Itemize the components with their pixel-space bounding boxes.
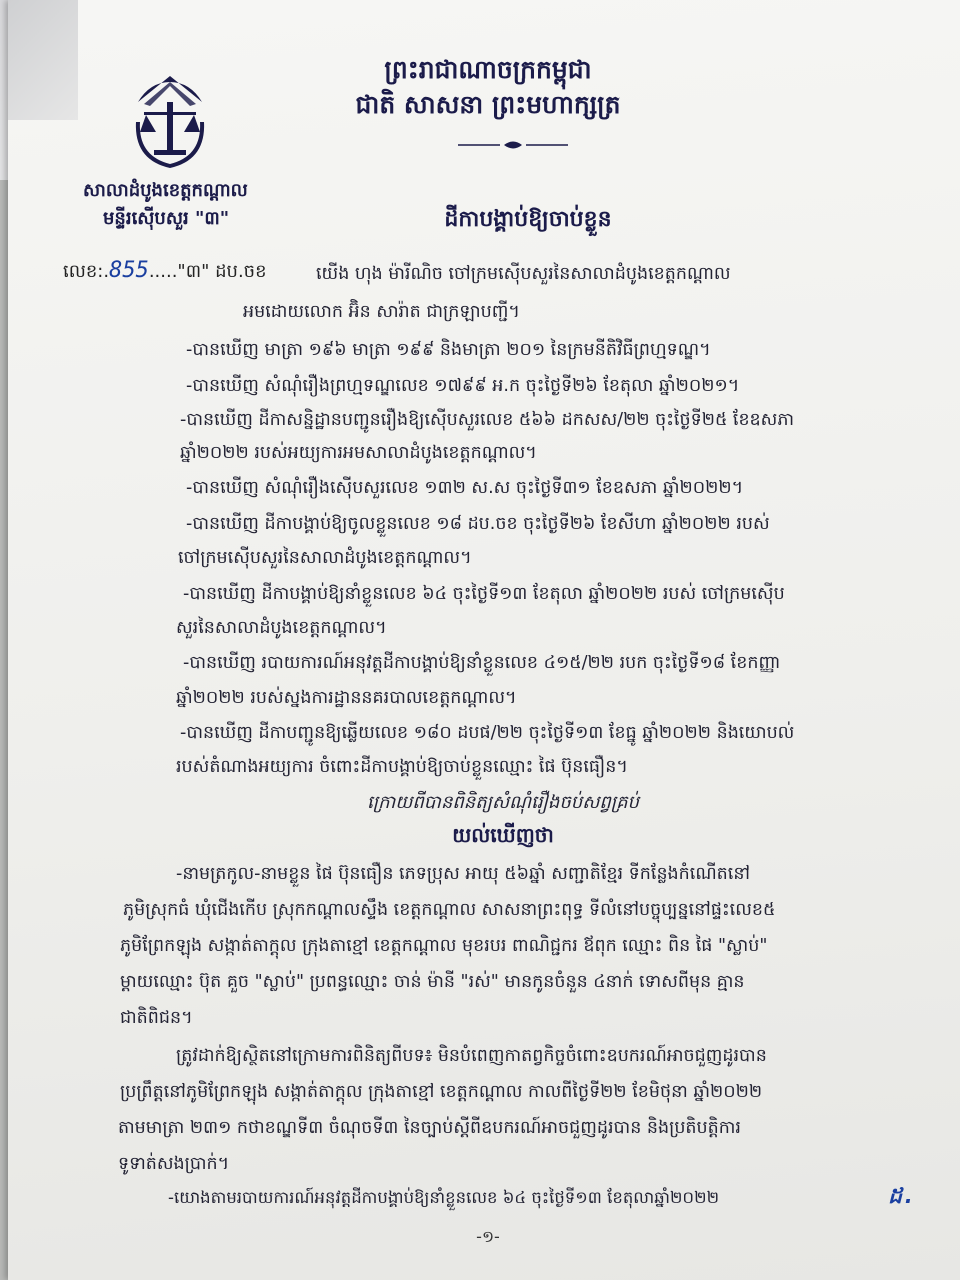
court-emblem-icon xyxy=(130,72,210,172)
body-line: ប្រព្រឹត្តនៅភូមិព្រែកឡុង សង្កាត់តាក្ដុល ក្រុងតាខ្មៅ ខេត្តកណ្ដាល កាលពីថ្ងៃទី២២ ខែមិថុនា ឆ្នាំ២០២២ xyxy=(120,1082,763,1102)
national-motto: ជាតិ សាសនា ព្រះមហាក្សត្រ xyxy=(355,90,621,119)
document-title: ដីកាបង្គាប់ឱ្យចាប់ខ្លួន xyxy=(444,207,612,232)
consideration-line: -បានឃើញ ដីកាបញ្ជូនឱ្យឆ្លើយលេខ ១៨០ ដបផ/២២ ចុះថ្ងៃទី១៣ ខែធ្នូ ឆ្នាំ២០២២ និងយោបល់ xyxy=(180,723,795,743)
consideration-line: -បានឃើញ ដីកាបង្គាប់ឱ្យនាំខ្លួនលេខ ៦៤ ចុះថ្ងៃទី១៣ ខែតុលា ឆ្នាំ២០២២ របស់ ចៅក្រមស៊ើប xyxy=(183,584,785,604)
consideration-line: ឆ្នាំ២០២២ របស់អយ្យការអមសាលាដំបូងខេត្តកណ្ដាល។ xyxy=(180,443,537,463)
reference-number xyxy=(63,258,267,286)
intro-line: អមដោយលោក អ៊ិន សារ៉ាត ជាក្រឡាបញ្ជី។ xyxy=(243,302,520,322)
consideration-line: ចៅក្រមស៊ើបសួរនៃសាលាដំបូងខេត្តកណ្ដាល។ xyxy=(178,548,472,568)
body-line: -នាមត្រកូល-នាមខ្លួន ផៃ ប៊ុនធឿន ភេទប្រុស អាយុ ៥៦ឆ្នាំ សញ្ជាតិខ្មែរ ទីកន្លែងកំណើតនៅ xyxy=(176,864,751,884)
reference-prefix: លេខ:. xyxy=(63,261,110,282)
body-line: ភូមិស្រុកធំ ឃុំជើងកើប ស្រុកកណ្ដាលស្ទឹង ខេត្តកណ្ដាល សាសនាព្រះពុទ្ធ ទីលំនៅបច្ចុប្បន្ននៅផ្ទះលេខ៥ xyxy=(123,900,776,920)
consideration-line: -បានឃើញ ដីកាបង្គាប់ឱ្យចូលខ្លួនលេខ ១៨ ដប.ចខ ចុះថ្ងៃទី២៦ ខែសីហា ឆ្នាំ២០២២ របស់ xyxy=(186,514,770,534)
body-line: ភូមិព្រែកឡុង សង្កាត់តាក្ដុល ក្រុងតាខ្មៅ ខេត្តកណ្ដាល មុខរបរ ពាណិជ្ជករ ឪពុក ឈ្មោះ ពិន ផៃ "ស្លាប់" xyxy=(120,936,768,956)
body-line: ជាតិពិជន។ xyxy=(120,1008,193,1028)
court-name: សាលាដំបូងខេត្តកណ្ដាល xyxy=(83,180,248,201)
consideration-line: -បានឃើញ សំណុំរឿងស៊ើបសួរលេខ ១៣២ ស.ស ចុះថ្ងៃទី៣១ ខែឧសភា ឆ្នាំ២០២២។ xyxy=(186,478,744,498)
handwritten-end-mark: ដ. xyxy=(888,1184,916,1209)
body-line: ទូទាត់សងប្រាក់។ xyxy=(118,1154,230,1174)
kingdom-header: ព្រះរាជាណាចក្រកម្ពុជា xyxy=(384,55,592,84)
consideration-line: -បានឃើញ របាយការណ៍អនុវត្តដីកាបង្គាប់ឱ្យនាំខ្លួនលេខ ៤១៥/២២ របក ចុះថ្ងៃទី១៨ ខែកញ្ញា xyxy=(183,653,781,673)
body-line: ម្ដាយឈ្មោះ ប៊ុត គួច "ស្លាប់" ប្រពន្ធឈ្មោះ ចាន់ ម៉ានី "រស់" មានកូនចំនួន ៤នាក់ ទោសពីមុន គ្មាន xyxy=(120,972,745,992)
consideration-line: -បានឃើញ មាត្រា ១៩៦ មាត្រា ១៩៩ និងមាត្រា ២០១ នៃក្រមនីតិវិធីព្រហ្មទណ្ឌ។ xyxy=(186,340,711,360)
document-page xyxy=(8,0,960,1280)
consideration-line: -បានឃើញ ដីកាសន្និដ្ឋានបញ្ជូនរឿងឱ្យស៊ើបសួរលេខ ៥៦៦ ដកសស/២២ ចុះថ្ងៃទី២៥ ខែឧសភា xyxy=(180,410,794,430)
consideration-line: របស់តំណាងអយ្យការ ចំពោះដីកាបង្គាប់ឱ្យចាប់ខ្លួនឈ្មោះ ផៃ ប៊ុនធឿន។ xyxy=(176,757,628,777)
reference-suffix: ....."៣" ដប.ចខ xyxy=(148,261,267,282)
review-statement: ក្រោយពីបានពិនិត្យសំណុំរឿងចប់សព្វគ្រប់ xyxy=(367,792,639,813)
consideration-line: សួរនៃសាលាដំបូងខេត្តកណ្ដាល។ xyxy=(176,618,387,638)
body-line: ត្រូវដាក់ឱ្យស្ថិតនៅក្រោមការពិនិត្យពីបទ៖ មិនបំពេញកាតព្វកិច្ចចំពោះឧបករណ៍អាចជួញដូរបាន xyxy=(176,1046,767,1066)
body-line: -យោងតាមរបាយការណ៍អនុវត្តដីកាបង្គាប់ឱ្យនាំខ្លួនលេខ ៦៤ ចុះថ្ងៃទី១៣ ខែតុលាឆ្នាំ២០២២ xyxy=(168,1188,720,1207)
intro-line: យើង ហុង ម៉ារីណិច ចៅក្រមស៊ើបសួរនៃសាលាដំបូងខេត្តកណ្ដាល xyxy=(316,264,731,284)
header-divider-ornament xyxy=(458,138,568,152)
body-line: តាមមាត្រា ២៣១ កថាខណ្ឌទី៣ ចំណុចទី៣ នៃច្បាប់ស្ដីពីឧបករណ៍អាចជួញដូរបាន និងប្រតិបត្តិការ xyxy=(118,1118,741,1138)
findings-heading: យល់ឃើញថា xyxy=(452,823,554,847)
consideration-line: ឆ្នាំ២០២២ របស់ស្នងការដ្ឋាននគរបាលខេត្តកណ្ដាល។ xyxy=(176,688,517,708)
court-office: មន្ទីរស៊ើបសួរ "៣" xyxy=(103,208,230,229)
handwritten-reference-number: 855 xyxy=(109,258,149,283)
page-number: -១- xyxy=(476,1227,500,1246)
consideration-line: -បានឃើញ សំណុំរឿងព្រហ្មទណ្ឌលេខ ១៧៩៩ អ.ក ចុះថ្ងៃទី២៦ ខែតុលា ឆ្នាំ២០២១។ xyxy=(186,376,740,396)
